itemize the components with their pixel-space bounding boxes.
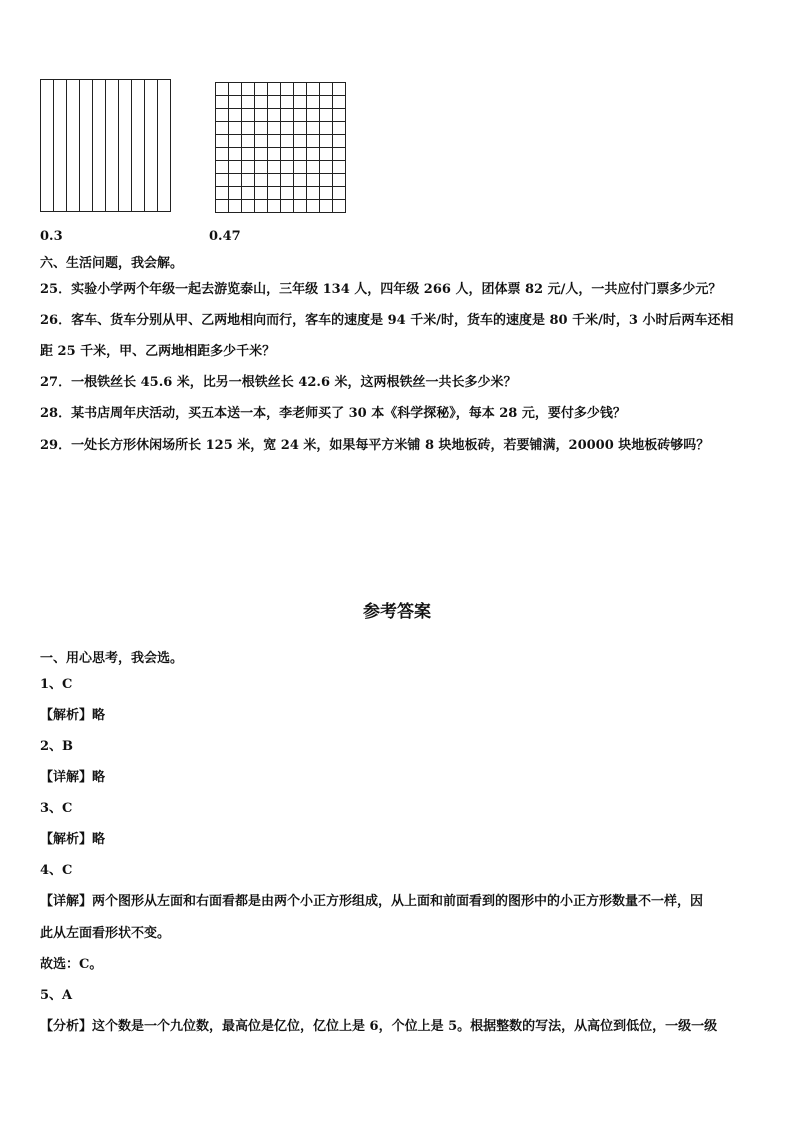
question-25: 25．实验小学两个年级一起去游览泰山，三年级 134 人，四年级 266 人，团体票 82 元/人，一共应付门票多少元？ [40, 282, 722, 297]
section-6-heading: 六、生活问题，我会解。 [40, 256, 184, 271]
answer-2: 2、B [40, 739, 74, 754]
answer-4-detail-line1: 【详解】两个图形从左面和右面看都是由两个小正方形组成，从上面和前面看到的图形中的小正方形数量不一样，因 [40, 894, 704, 909]
answer-2-detail: 【详解】略 [40, 770, 106, 785]
tenths-strip-figure [40, 79, 171, 212]
question-26-line2: 距 25 千米，甲、乙两地相距多少千米？ [40, 344, 276, 359]
hundredths-grid-figure [215, 82, 346, 213]
answer-1: 1、C [40, 677, 73, 692]
answer-5-analysis: 【分析】这个数是一个九位数，最高位是亿位，亿位上是 6，个位上是 5。根据整数的写法，从高位到低位，一级一级 [40, 1019, 718, 1034]
answer-3-analysis: 【解析】略 [40, 832, 106, 847]
figure-label-tenths: 0.3 [40, 229, 63, 244]
answers-title: 参考答案 [363, 602, 431, 622]
question-28: 28．某书店周年庆活动，买五本送一本，李老师买了 30 本《科学探秘》，每本 28 元，要付多少钱？ [40, 406, 626, 421]
question-26-line1: 26．客车、货车分别从甲、乙两地相向而行，客车的速度是 94 千米/时，货车的速度是 80 千米/时，3 小时后两车还相 [40, 313, 734, 328]
answer-4-detail-line2: 此从左面看形状不变。 [40, 926, 171, 941]
answer-3: 3、C [40, 801, 73, 816]
answers-section-1-heading: 一、用心思考，我会选。 [40, 651, 184, 666]
question-27: 27．一根铁丝长 45.6 米，比另一根铁丝长 42.6 米，这两根铁丝一共长多少米？ [40, 375, 517, 390]
answer-4-conclusion: 故选：C。 [40, 957, 103, 972]
figure-label-hundredths: 0.47 [209, 229, 241, 244]
answer-5: 5、A [40, 988, 73, 1003]
answer-4: 4、C [40, 863, 73, 878]
question-29: 29．一处长方形休闲场所长 125 米，宽 24 米，如果每平方米铺 8 块地板砖，若要铺满，20000 块地板砖够吗？ [40, 438, 710, 453]
answer-1-analysis: 【解析】略 [40, 708, 106, 723]
